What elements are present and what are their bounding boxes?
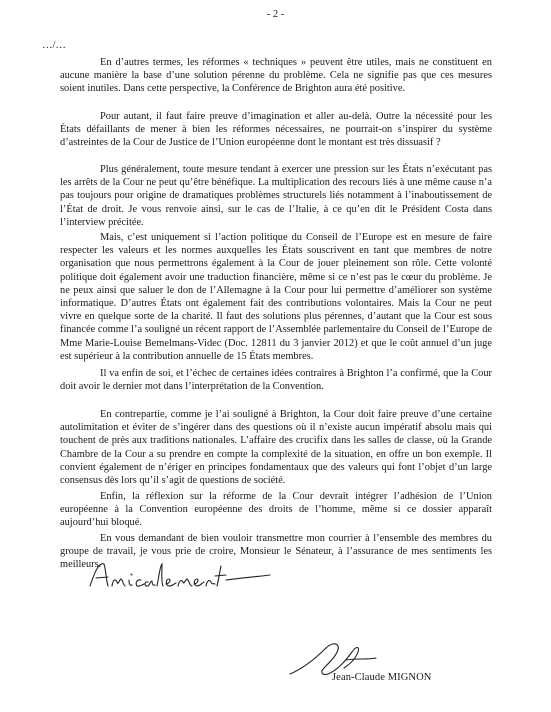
paragraph-eu-accession: Enfin, la réflexion sur la réforme de la Cour devrait intégrer l’adhésion de l’Union européenne à la Convention européenne des droits de l’homme, même si ce dossier apparaît aujourd’hui bloqué. [60, 491, 492, 529]
paragraph-political-action: Mais, c’est uniquement si l’action politique du Conseil de l’Europe est en mesure de faire respecter les valeurs et les normes auxquelles les États souscrivent en tant que membres de notre organisation que nous permettrons également à la Cour de jouer pleinement son rôle. Cette volonté politique doit également avoir une traduction financière, même si ce n’est pas le cœur du problème. Je ne peux ainsi que saluer le don de l’Allemagne à la Cour pour lui permettre d’améliorer son système informatique. D’autres États ont également fait des contributions volontaires. Mais la Cour ne peut vivre en quelque sorte de la charité. Il faut des solutions plus pérennes, d’autant que la Cour est sous financée comme l’a souligné un récent rapport de l’Assemblée parlementaire du Conseil de l’Europe de Mme Marie-Louise Bemelmans-Videc (Doc. 12811 du 3 janvier 2012) et que le coût annuel d’un juge est supérieur à la contribution annuelle de 15 États membres. [60, 232, 492, 362]
continuation-mark: …/… [42, 40, 66, 51]
paragraph-pressure-on-states: Plus généralement, toute mesure tendant à exercer une pression sur les États n’exécutant pas les arrêts de la Cour ne peut qu’être bénéfique. La multiplication des recours liés à une même cause n’a pas toujours pour origine de dramatiques problèmes structurels liés notamment à l’inaboutissement de l’État de droit. Je vous renvoie ainsi, sur le cas de l’Italie, à ce qu’en dit le Président Costa dans l’interview précitée. [60, 164, 492, 228]
paragraph-closing: En vous demandant de bien vouloir transmettre mon courrier à l’ensemble des membres du groupe de travail, je vous prie de croire, Monsieur le Sénateur, à l’assurance de mes sentiments les meilleurs. [60, 533, 492, 571]
handwritten-salutation [86, 558, 276, 594]
paragraph-self-restraint: En contrepartie, comme je l’ai souligné à Brighton, la Cour doit faire preuve d’une certaine autolimitation et éviter de s’ingérer dans des questions où il n’existe aucun impératif absolu mais qui touchent de près aux traditions nationales. L’affaire des crucifix dans les salles de classe, où la Grande Chambre de la Cour a su prendre en compte la complexité de la situation, en offre un bon exemple. Il convient également de n’ériger en principes fondamentaux que des valeurs qui font l’objet d’un large consensus dès lors qu’il s’agit de questions de société. [60, 409, 492, 487]
paragraph-imagination: Pour autant, il faut faire preuve d’imagination et aller au-delà. Outre la nécessité pour les États défaillants de mener à bien les réformes nécessaires, ne pourrait-on s’inspirer du système d’astreintes de la Cour de Justice de l’Union européenne dont le montant est très dissuasif ? [60, 111, 492, 149]
paragraph-last-word: Il va enfin de soi, et l’échec de certaines idées contraires à Brighton l’a confirmé, que la Cour doit avoir le dernier mot dans l’interprétation de la Convention. [60, 368, 492, 393]
paragraph-technical-reforms: En d’autres termes, les réformes « techniques » peuvent être utiles, mais ne constituent en aucune manière la base d’une solution pérenne du problème. Cela ne signifie pas que ces mesures soient inutiles. Dans cette perspective, la Conférence de Brighton aura été positive. [60, 57, 492, 95]
signatory-name: Jean-Claude MIGNON [332, 672, 432, 683]
page-number: - 2 - [266, 9, 285, 20]
